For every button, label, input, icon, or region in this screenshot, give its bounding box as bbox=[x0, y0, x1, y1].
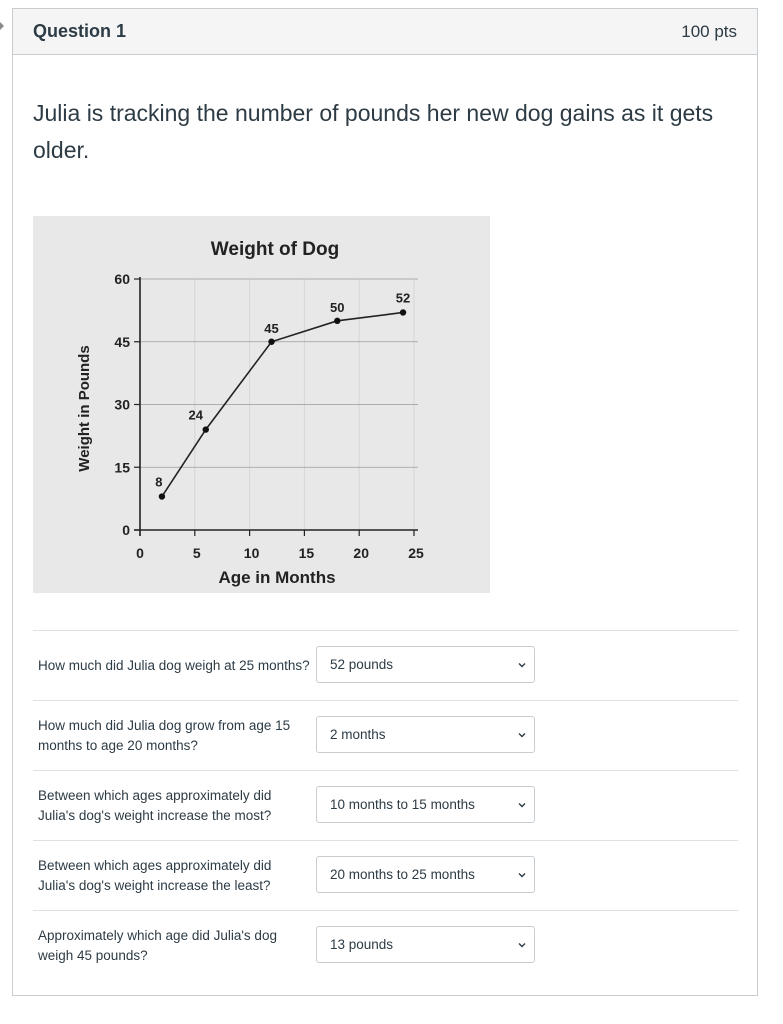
x-axis-label: Age in Months bbox=[218, 568, 336, 587]
x-tick-label: 20 bbox=[353, 545, 369, 561]
x-tick-label: 25 bbox=[408, 545, 424, 561]
row-question-label: Between which ages approximately did Julia's dog's weight increase the least? bbox=[38, 857, 272, 893]
x-tick-label: 5 bbox=[192, 545, 201, 561]
weight-chart bbox=[33, 216, 490, 593]
answer-select-value: 10 months to 15 months bbox=[330, 797, 475, 812]
data-point bbox=[400, 309, 406, 315]
answer-select[interactable] bbox=[316, 926, 535, 963]
x-tick-label: 10 bbox=[243, 545, 260, 561]
question-row bbox=[33, 700, 738, 770]
data-point bbox=[203, 426, 209, 432]
question-text: Julia is tracking the number of pounds her new dog gains as it gets older. bbox=[33, 100, 714, 163]
question-points: 100 pts bbox=[681, 22, 737, 41]
question-row bbox=[33, 630, 738, 700]
question-title: Question 1 bbox=[33, 21, 127, 41]
data-label: 50 bbox=[330, 299, 345, 315]
question-row bbox=[33, 770, 738, 840]
y-tick-label: 30 bbox=[114, 396, 130, 413]
data-point bbox=[159, 493, 165, 499]
data-point bbox=[268, 339, 274, 345]
row-question-label: Approximately which age did Julia's dog weigh 45 pounds? bbox=[38, 927, 277, 963]
row-question-text bbox=[38, 701, 308, 770]
chevron-down-icon bbox=[516, 799, 528, 811]
y-tick-label: 0 bbox=[122, 522, 130, 538]
answer-select[interactable] bbox=[316, 786, 535, 823]
y-tick-label: 15 bbox=[114, 459, 130, 476]
answer-select-value: 13 pounds bbox=[330, 937, 394, 952]
x-tick-label: 15 bbox=[298, 545, 315, 561]
row-question-text bbox=[38, 771, 308, 840]
chevron-down-icon bbox=[516, 869, 528, 881]
data-label: 45 bbox=[264, 320, 279, 336]
y-tick-label: 60 bbox=[114, 271, 130, 287]
data-point bbox=[334, 318, 340, 324]
row-question-label: Between which ages approximately did Julia's dog's weight increase the most? bbox=[38, 787, 272, 823]
question-header bbox=[13, 9, 757, 55]
question-row bbox=[33, 840, 738, 910]
data-label: 24 bbox=[188, 407, 203, 423]
chevron-down-icon bbox=[516, 729, 528, 741]
answer-select[interactable] bbox=[316, 646, 535, 683]
chart-title: Weight of Dog bbox=[210, 239, 340, 260]
row-question-text bbox=[38, 911, 308, 980]
answer-select-value: 2 months bbox=[330, 727, 386, 742]
collapse-arrow-icon bbox=[0, 22, 4, 30]
row-question-label: How much did Julia dog grow from age 15 months to age 20 months? bbox=[38, 717, 291, 753]
chevron-down-icon bbox=[516, 659, 528, 671]
chevron-down-icon bbox=[516, 939, 528, 951]
row-question-text bbox=[38, 841, 308, 910]
y-tick-label: 45 bbox=[114, 333, 130, 350]
chart-image bbox=[33, 216, 490, 593]
question-row bbox=[33, 910, 738, 980]
data-label: 8 bbox=[155, 474, 163, 490]
row-question-text bbox=[38, 631, 328, 700]
dropdown-question-list bbox=[33, 630, 738, 980]
answer-select-value: 52 pounds bbox=[330, 657, 394, 672]
answer-select[interactable] bbox=[316, 716, 535, 753]
y-axis-label: Weight in Pounds bbox=[76, 345, 93, 472]
row-question-label: How much did Julia dog weigh at 25 months? bbox=[38, 657, 310, 673]
data-label: 52 bbox=[395, 290, 411, 306]
x-tick-label: 0 bbox=[136, 545, 144, 561]
answer-select-value: 20 months to 25 months bbox=[330, 867, 475, 882]
question-card bbox=[12, 8, 758, 996]
answer-select[interactable] bbox=[316, 856, 535, 893]
